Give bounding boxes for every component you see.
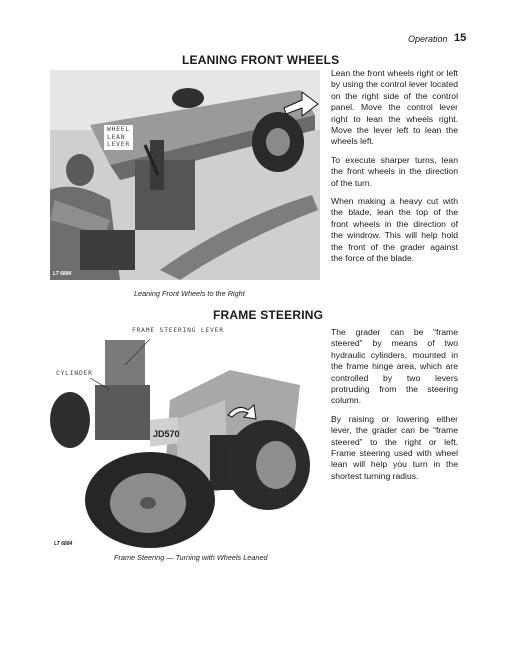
figure-caption-1: Leaning Front Wheels to the Right xyxy=(134,289,245,298)
callout-line: LEVER xyxy=(107,141,130,148)
body-text-frame-steering xyxy=(331,327,458,489)
paragraph: To execute sharper turns, lean the front wheels in the direction of the turn. xyxy=(331,154,458,188)
paragraph: Lean the front wheels right or left by using the control lever located on the right side of the control panel. Move the control lever right to lean the wheels right. Move the lever left to lean the wheels left. xyxy=(331,68,458,147)
section-title-leaning-front-wheels: LEANING FRONT WHEELS xyxy=(182,53,340,67)
figure-caption-2: Frame Steering — Turning with Wheels Leaned xyxy=(114,553,268,562)
callout-wheel-lean-lever xyxy=(104,125,133,150)
callout-line: WHEEL xyxy=(107,126,130,133)
page-number: 15 xyxy=(454,32,467,44)
section-title-frame-steering: FRAME STEERING xyxy=(213,308,324,322)
negative-number-1: LT 6884 xyxy=(53,271,72,277)
body-text-leaning-front-wheels xyxy=(331,68,458,272)
callout-line: LEAN xyxy=(107,133,126,141)
grader-cab-illustration xyxy=(50,70,320,280)
paragraph: By raising or lowering either lever, the grader can be “frame steered” to the right or left. Frame steering used with wheel lean will help you turn in the shortest turning radius. xyxy=(331,413,458,481)
grader-frame-steering-illustration xyxy=(50,325,320,550)
callout-frame-steering-lever: FRAME STEERING LEVER xyxy=(132,327,224,334)
photo-frame-steering xyxy=(50,325,320,550)
callout-cylinder: CYLINDER xyxy=(56,370,93,377)
photo-leaning-front-wheels xyxy=(50,70,320,280)
paragraph: The grader can be “frame steered” by means of two hydraulic cylinders, mounted in the frame hinge area, which are controlled by two levers protruding from the steering column. xyxy=(331,327,458,406)
decal-text: JD570 xyxy=(153,429,180,439)
paragraph: When making a heavy cut with the blade, lean the top of the front wheels in the direction of the windrow. This will help hold the front of the grader against the force of the blade. xyxy=(331,196,458,264)
negative-number-2: LT 6884 xyxy=(54,541,73,547)
running-header-section: Operation xyxy=(408,34,448,44)
